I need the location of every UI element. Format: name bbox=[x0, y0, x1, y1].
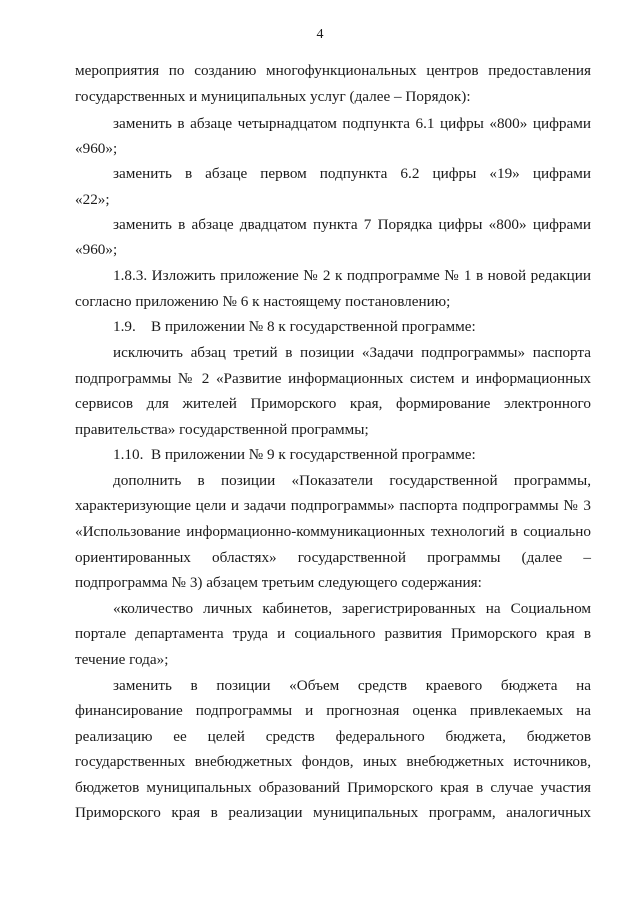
page-number: 4 bbox=[316, 27, 324, 42]
text-line: государственных внебюджетных фондов, иных внебюджетных источников, bbox=[75, 753, 591, 770]
text-line: финансирование подпрограммы и прогнозная оценка привлекаемых на bbox=[75, 702, 591, 719]
section-heading: 1.10. В приложении № 9 к государственной программе: bbox=[113, 446, 476, 463]
text-line: ориентированных областях» государственной программы (далее – bbox=[75, 549, 591, 566]
text-line: подпрограмма № 3) абзацем третьим следующего содержания: bbox=[75, 574, 482, 591]
text-line: «Использование информационно-коммуникационных технологий в социально bbox=[75, 523, 591, 540]
text-line: согласно приложению № 6 к настоящему постановлению; bbox=[75, 293, 451, 310]
text-line: сервисов для жителей Приморского края, формирование электронного bbox=[75, 395, 591, 412]
text-line: заменить в абзаце первом подпункта 6.2 цифры «19» цифрами bbox=[113, 165, 591, 182]
text-line: подпрограммы № 2 «Развитие информационных систем и информационных bbox=[75, 370, 591, 387]
text-line: Приморского края в реализации муниципальных программ, аналогичных bbox=[75, 804, 591, 821]
text-line: «960»; bbox=[75, 241, 118, 258]
text-line: государственных и муниципальных услуг (далее – Порядок): bbox=[75, 88, 471, 105]
text-line: 1.8.3. Изложить приложение № 2 к подпрограмме № 1 в новой редакции bbox=[113, 267, 591, 284]
text-line: течение года»; bbox=[75, 651, 169, 668]
text-line: заменить в позиции «Объем средств краевого бюджета на bbox=[113, 677, 591, 694]
text-line: «960»; bbox=[75, 140, 118, 157]
text-line: «количество личных кабинетов, зарегистрированных на Социальном bbox=[113, 600, 591, 617]
text-line: правительства» государственной программы; bbox=[75, 421, 369, 438]
text-line: реализацию ее целей средств федерального бюджета, бюджетов bbox=[75, 728, 591, 745]
text-line: исключить абзац третий в позиции «Задачи подпрограммы» паспорта bbox=[113, 344, 591, 361]
section-heading: 1.9. В приложении № 8 к государственной программе: bbox=[113, 318, 476, 335]
text-line: заменить в абзаце двадцатом пункта 7 Порядка цифры «800» цифрами bbox=[113, 216, 591, 233]
text-line: мероприятия по созданию многофункциональных центров предоставления bbox=[75, 62, 591, 79]
text-line: «22»; bbox=[75, 191, 110, 208]
text-line: портале департамента труда и социального развития Приморского края в bbox=[75, 625, 591, 642]
text-line: дополнить в позиции «Показатели государственной программы, bbox=[113, 472, 591, 489]
text-line: бюджетов муниципальных образований Приморского края в случае участия bbox=[75, 779, 591, 796]
text-line: характеризующие цели и задачи подпрограммы» паспорта подпрограммы № 3 bbox=[75, 497, 591, 514]
text-line: заменить в абзаце четырнадцатом подпункта 6.1 цифры «800» цифрами bbox=[113, 115, 591, 132]
